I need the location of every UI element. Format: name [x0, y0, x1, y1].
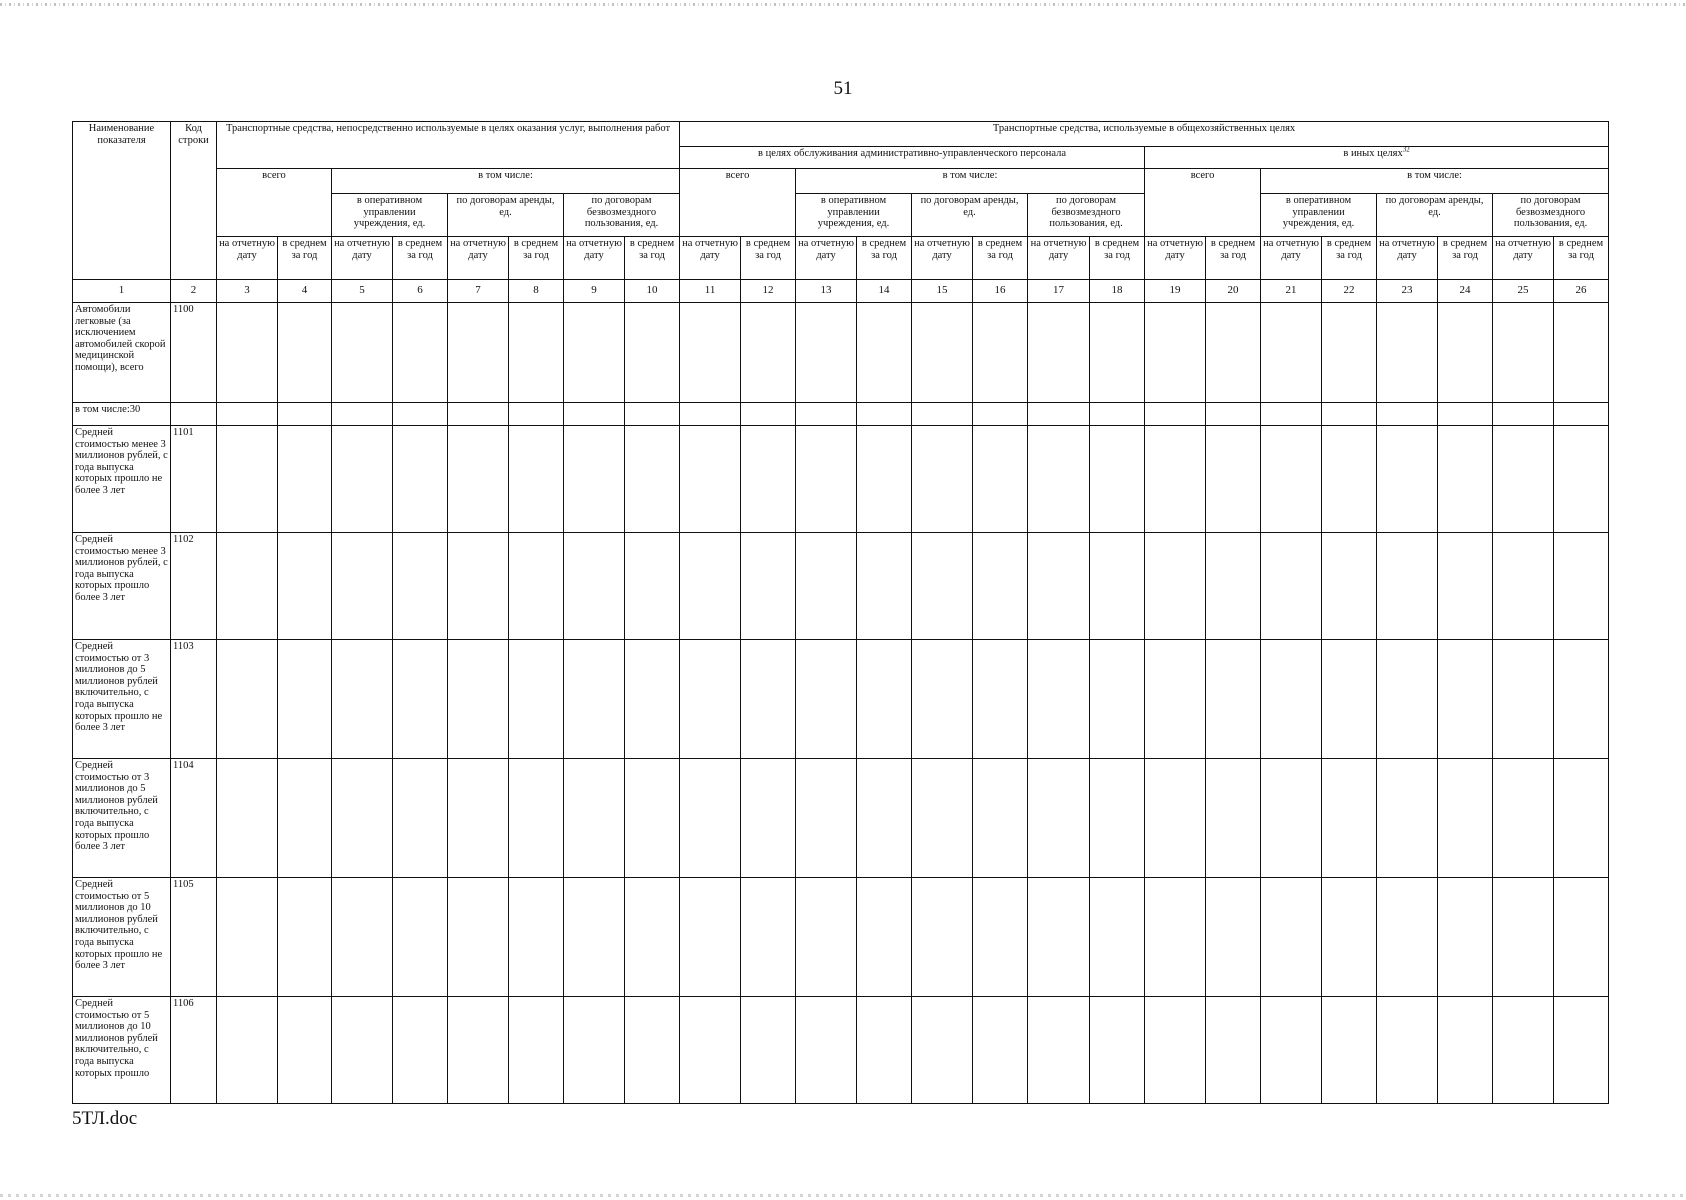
- table-row: [73, 759, 1609, 878]
- data-cell[interactable]: [912, 303, 973, 403]
- data-cell[interactable]: [1377, 997, 1438, 1104]
- data-cell[interactable]: [680, 640, 741, 759]
- row-code: 1103: [171, 640, 217, 759]
- data-cell[interactable]: [912, 997, 973, 1104]
- data-cell[interactable]: [217, 403, 278, 426]
- header-avg-year: в среднем за год: [973, 237, 1028, 280]
- data-cell[interactable]: [332, 426, 393, 533]
- data-cell[interactable]: [741, 878, 796, 997]
- data-cell[interactable]: [1322, 303, 1377, 403]
- data-cell[interactable]: [509, 533, 564, 640]
- header-avg-year: в среднем за год: [1438, 237, 1493, 280]
- header-avg-year: в среднем за год: [1322, 237, 1377, 280]
- data-cell[interactable]: [564, 403, 625, 426]
- data-cell[interactable]: [509, 403, 564, 426]
- header-on-date: на отчетную дату: [1145, 237, 1206, 280]
- data-cell[interactable]: [393, 640, 448, 759]
- data-cell[interactable]: [973, 997, 1028, 1104]
- header-avg-year: в среднем за год: [509, 237, 564, 280]
- data-cell[interactable]: [1145, 640, 1206, 759]
- data-cell[interactable]: [625, 759, 680, 878]
- data-cell[interactable]: [1261, 303, 1322, 403]
- data-cell[interactable]: [278, 878, 332, 997]
- row-name: Средней стоимостью от 5 миллионов до 10 миллионов рублей включительно, с года выпуска которых прошло: [73, 997, 171, 1104]
- data-cell[interactable]: [1090, 426, 1145, 533]
- column-number: 14: [857, 280, 912, 303]
- data-cell[interactable]: [564, 640, 625, 759]
- column-number: 3: [217, 280, 278, 303]
- header-including-direct: в том числе:: [332, 169, 680, 194]
- data-cell[interactable]: [1493, 533, 1554, 640]
- data-cell[interactable]: [680, 759, 741, 878]
- data-cell[interactable]: [332, 997, 393, 1104]
- header-avg-year: в среднем за год: [1090, 237, 1145, 280]
- data-cell[interactable]: [625, 640, 680, 759]
- data-cell[interactable]: [1206, 878, 1261, 997]
- column-number: 15: [912, 280, 973, 303]
- row-code: 1101: [171, 426, 217, 533]
- data-cell[interactable]: [680, 533, 741, 640]
- data-cell[interactable]: [973, 640, 1028, 759]
- data-cell[interactable]: [509, 759, 564, 878]
- column-number: 5: [332, 280, 393, 303]
- data-cell[interactable]: [1322, 426, 1377, 533]
- data-cell[interactable]: [278, 303, 332, 403]
- data-cell[interactable]: [796, 878, 857, 997]
- data-cell[interactable]: [741, 403, 796, 426]
- column-number: 9: [564, 280, 625, 303]
- data-cell[interactable]: [509, 878, 564, 997]
- data-cell[interactable]: [393, 303, 448, 403]
- data-cell[interactable]: [973, 426, 1028, 533]
- data-cell[interactable]: [1493, 759, 1554, 878]
- data-cell[interactable]: [1322, 878, 1377, 997]
- data-cell[interactable]: [1261, 997, 1322, 1104]
- header-on-date: на отчетную дату: [1377, 237, 1438, 280]
- header-total-direct: всего: [217, 169, 332, 237]
- data-cell[interactable]: [912, 533, 973, 640]
- page-number: 51: [833, 78, 853, 99]
- column-number: 18: [1090, 280, 1145, 303]
- data-cell[interactable]: [1438, 640, 1493, 759]
- data-cell[interactable]: [1377, 640, 1438, 759]
- data-cell[interactable]: [448, 303, 509, 403]
- row-name: в том числе:30: [73, 403, 171, 426]
- data-cell[interactable]: [1090, 533, 1145, 640]
- data-cell[interactable]: [1028, 426, 1090, 533]
- data-cell[interactable]: [741, 759, 796, 878]
- data-cell[interactable]: [332, 533, 393, 640]
- column-number: 8: [509, 280, 564, 303]
- data-cell[interactable]: [1090, 878, 1145, 997]
- table-row: [73, 403, 1609, 426]
- transport-form-table: [72, 121, 1609, 1104]
- data-cell[interactable]: [857, 997, 912, 1104]
- data-cell[interactable]: [1322, 403, 1377, 426]
- data-cell[interactable]: [625, 303, 680, 403]
- header-free-use: по договорам безвозмездного пользования, ед.: [1493, 194, 1609, 237]
- data-cell[interactable]: [564, 533, 625, 640]
- data-cell[interactable]: [1090, 403, 1145, 426]
- column-number-row: [73, 280, 1609, 303]
- column-number: 11: [680, 280, 741, 303]
- data-cell[interactable]: [1377, 878, 1438, 997]
- column-number: 24: [1438, 280, 1493, 303]
- header-avg-year: в среднем за год: [393, 237, 448, 280]
- data-cell[interactable]: [973, 533, 1028, 640]
- column-number: 4: [278, 280, 332, 303]
- data-cell[interactable]: [857, 759, 912, 878]
- data-cell[interactable]: [1261, 426, 1322, 533]
- data-cell[interactable]: [1206, 403, 1261, 426]
- data-cell[interactable]: [1322, 533, 1377, 640]
- data-cell[interactable]: [680, 997, 741, 1104]
- table-row: [73, 303, 1609, 403]
- data-cell[interactable]: [1090, 997, 1145, 1104]
- column-number: 26: [1554, 280, 1609, 303]
- header-row-1: [73, 122, 1609, 147]
- data-cell[interactable]: [1322, 759, 1377, 878]
- data-cell[interactable]: [564, 426, 625, 533]
- data-cell[interactable]: [1554, 533, 1609, 640]
- data-cell[interactable]: [857, 303, 912, 403]
- header-free-use: по договорам безвозмездного пользования, ед.: [1028, 194, 1145, 237]
- data-cell[interactable]: [1493, 403, 1554, 426]
- header-avg-year: в среднем за год: [1206, 237, 1261, 280]
- data-cell[interactable]: [741, 640, 796, 759]
- data-cell[interactable]: [625, 997, 680, 1104]
- column-number: 23: [1377, 280, 1438, 303]
- header-on-date: на отчетную дату: [680, 237, 741, 280]
- data-cell[interactable]: [393, 759, 448, 878]
- data-cell[interactable]: [1322, 640, 1377, 759]
- column-number: 7: [448, 280, 509, 303]
- data-cell[interactable]: [1438, 533, 1493, 640]
- row-code: 1104: [171, 759, 217, 878]
- data-cell[interactable]: [217, 426, 278, 533]
- data-cell[interactable]: [625, 878, 680, 997]
- data-cell[interactable]: [857, 640, 912, 759]
- data-cell[interactable]: [1554, 403, 1609, 426]
- scan-noise-top: [0, 3, 1686, 6]
- header-on-date: на отчетную дату: [1028, 237, 1090, 280]
- data-cell[interactable]: [217, 303, 278, 403]
- data-cell[interactable]: [564, 878, 625, 997]
- data-cell[interactable]: [1028, 533, 1090, 640]
- data-cell[interactable]: [680, 426, 741, 533]
- header-avg-year: в среднем за год: [625, 237, 680, 280]
- header-avg-year: в среднем за год: [1554, 237, 1609, 280]
- data-cell[interactable]: [1261, 403, 1322, 426]
- data-cell[interactable]: [1090, 303, 1145, 403]
- data-cell[interactable]: [393, 426, 448, 533]
- data-cell[interactable]: [1090, 759, 1145, 878]
- data-cell[interactable]: [973, 303, 1028, 403]
- header-admin-purpose: в целях обслуживания административно-управленческого персонала: [680, 147, 1145, 169]
- data-cell[interactable]: [393, 533, 448, 640]
- column-number: 6: [393, 280, 448, 303]
- header-avg-year: в среднем за год: [741, 237, 796, 280]
- header-row-3: [73, 169, 1609, 194]
- data-cell[interactable]: [1438, 997, 1493, 1104]
- header-on-date: на отчетную дату: [332, 237, 393, 280]
- data-cell[interactable]: [393, 403, 448, 426]
- data-cell[interactable]: [1145, 759, 1206, 878]
- data-cell[interactable]: [217, 878, 278, 997]
- table-row: [73, 878, 1609, 997]
- header-operational: в оперативном управлении учреждения, ед.: [1261, 194, 1377, 237]
- header-total-other: всего: [1145, 169, 1261, 237]
- data-cell[interactable]: [1028, 759, 1090, 878]
- data-cell[interactable]: [509, 640, 564, 759]
- header-total-admin: всего: [680, 169, 796, 237]
- data-cell[interactable]: [741, 303, 796, 403]
- data-cell[interactable]: [332, 878, 393, 997]
- header-on-date: на отчетную дату: [448, 237, 509, 280]
- column-number: 20: [1206, 280, 1261, 303]
- data-cell[interactable]: [1438, 426, 1493, 533]
- column-number: 2: [171, 280, 217, 303]
- data-cell[interactable]: [625, 426, 680, 533]
- data-cell[interactable]: [448, 878, 509, 997]
- data-cell[interactable]: [1377, 303, 1438, 403]
- data-cell[interactable]: [448, 403, 509, 426]
- table-row: [73, 640, 1609, 759]
- header-general-use: Транспортные средства, используемые в общехозяйственных целях: [680, 122, 1609, 147]
- data-cell[interactable]: [1206, 997, 1261, 1104]
- data-cell[interactable]: [1438, 403, 1493, 426]
- header-avg-year: в среднем за год: [278, 237, 332, 280]
- row-name: Средней стоимостью менее 3 миллионов рублей, с года выпуска которых прошло не более 3 лет: [73, 426, 171, 533]
- row-code: 1106: [171, 997, 217, 1104]
- header-lease: по договорам аренды, ед.: [912, 194, 1028, 237]
- header-direct-use: Транспортные средства, непосредственно используемые в целях оказания услуг, выполнения работ: [217, 122, 680, 169]
- scan-noise-bottom: [0, 1194, 1686, 1197]
- data-cell[interactable]: [796, 759, 857, 878]
- data-cell[interactable]: [741, 997, 796, 1104]
- data-cell[interactable]: [278, 997, 332, 1104]
- data-cell[interactable]: [680, 403, 741, 426]
- data-cell[interactable]: [1206, 759, 1261, 878]
- data-cell[interactable]: [1145, 303, 1206, 403]
- header-on-date: на отчетную дату: [1261, 237, 1322, 280]
- data-cell[interactable]: [1377, 759, 1438, 878]
- data-cell[interactable]: [278, 640, 332, 759]
- footer-filename: 5ТЛ.doc: [72, 1108, 138, 1129]
- data-cell[interactable]: [448, 997, 509, 1104]
- header-including-admin: в том числе:: [796, 169, 1145, 194]
- column-number: 12: [741, 280, 796, 303]
- data-cell[interactable]: [973, 759, 1028, 878]
- data-cell[interactable]: [857, 878, 912, 997]
- data-cell[interactable]: [564, 303, 625, 403]
- data-cell[interactable]: [448, 640, 509, 759]
- data-cell[interactable]: [217, 533, 278, 640]
- data-cell[interactable]: [564, 759, 625, 878]
- row-code: [171, 403, 217, 426]
- header-free-use: по договорам безвозмездного пользования, ед.: [564, 194, 680, 237]
- data-cell[interactable]: [912, 759, 973, 878]
- data-cell[interactable]: [1145, 533, 1206, 640]
- column-number: 21: [1261, 280, 1322, 303]
- column-number: 19: [1145, 280, 1206, 303]
- column-number: 25: [1493, 280, 1554, 303]
- data-cell[interactable]: [1261, 640, 1322, 759]
- header-code: Код строки: [171, 122, 217, 280]
- data-cell[interactable]: [796, 303, 857, 403]
- data-cell[interactable]: [625, 403, 680, 426]
- data-cell[interactable]: [448, 426, 509, 533]
- data-cell[interactable]: [278, 759, 332, 878]
- data-cell[interactable]: [509, 426, 564, 533]
- header-operational: в оперативном управлении учреждения, ед.: [332, 194, 448, 237]
- data-cell[interactable]: [1322, 997, 1377, 1104]
- header-row-5: [73, 237, 1609, 280]
- header-on-date: на отчетную дату: [796, 237, 857, 280]
- column-number: 22: [1322, 280, 1377, 303]
- data-cell[interactable]: [912, 640, 973, 759]
- data-cell[interactable]: [857, 426, 912, 533]
- data-cell[interactable]: [912, 426, 973, 533]
- header-on-date: на отчетную дату: [564, 237, 625, 280]
- data-cell[interactable]: [278, 533, 332, 640]
- data-cell[interactable]: [1145, 403, 1206, 426]
- header-other-purpose: [1145, 147, 1609, 169]
- header-lease: по договорам аренды, ед.: [1377, 194, 1493, 237]
- data-cell[interactable]: [1438, 303, 1493, 403]
- data-cell[interactable]: [332, 303, 393, 403]
- data-cell[interactable]: [741, 426, 796, 533]
- data-cell[interactable]: [1554, 303, 1609, 403]
- data-cell[interactable]: [796, 426, 857, 533]
- data-cell[interactable]: [217, 759, 278, 878]
- column-number: 1: [73, 280, 171, 303]
- row-code: 1105: [171, 878, 217, 997]
- row-name: Средней стоимостью менее 3 миллионов рублей, с года выпуска которых прошло более 3 лет: [73, 533, 171, 640]
- data-cell[interactable]: [796, 640, 857, 759]
- data-cell[interactable]: [217, 997, 278, 1104]
- column-number: 16: [973, 280, 1028, 303]
- header-including-other: в том числе:: [1261, 169, 1609, 194]
- data-cell[interactable]: [1554, 640, 1609, 759]
- row-code: 1102: [171, 533, 217, 640]
- header-lease: по договорам аренды, ед.: [448, 194, 564, 237]
- data-cell[interactable]: [1028, 640, 1090, 759]
- data-cell[interactable]: [1554, 997, 1609, 1104]
- data-cell[interactable]: [217, 640, 278, 759]
- footnote-mark: 32: [1402, 146, 1410, 154]
- data-cell[interactable]: [1493, 303, 1554, 403]
- data-cell[interactable]: [1554, 426, 1609, 533]
- data-cell[interactable]: [1377, 533, 1438, 640]
- data-cell[interactable]: [796, 533, 857, 640]
- header-avg-year: в среднем за год: [857, 237, 912, 280]
- data-cell[interactable]: [1090, 640, 1145, 759]
- data-cell[interactable]: [278, 403, 332, 426]
- table-row: [73, 426, 1609, 533]
- data-cell[interactable]: [973, 403, 1028, 426]
- data-cell[interactable]: [1377, 426, 1438, 533]
- data-cell[interactable]: [1493, 426, 1554, 533]
- header-other-text: в иных целях: [1343, 148, 1403, 159]
- data-cell[interactable]: [1261, 533, 1322, 640]
- data-cell[interactable]: [857, 403, 912, 426]
- data-cell[interactable]: [564, 997, 625, 1104]
- header-on-date: на отчетную дату: [1493, 237, 1554, 280]
- data-cell[interactable]: [796, 403, 857, 426]
- data-cell[interactable]: [1145, 426, 1206, 533]
- data-cell[interactable]: [680, 878, 741, 997]
- data-cell[interactable]: [1028, 403, 1090, 426]
- data-cell[interactable]: [509, 303, 564, 403]
- data-cell[interactable]: [1554, 759, 1609, 878]
- row-name: Автомобили легковые (за исключением автомобилей скорой медицинской помощи), всего: [73, 303, 171, 403]
- data-cell[interactable]: [278, 426, 332, 533]
- data-cell[interactable]: [1206, 533, 1261, 640]
- row-code: 1100: [171, 303, 217, 403]
- data-cell[interactable]: [332, 640, 393, 759]
- header-name: Наименование показателя: [73, 122, 171, 280]
- data-cell[interactable]: [509, 997, 564, 1104]
- data-cell[interactable]: [1261, 878, 1322, 997]
- row-name: Средней стоимостью от 3 миллионов до 5 миллионов рублей включительно, с года выпуска которых прошло не более 3 лет: [73, 640, 171, 759]
- data-cell[interactable]: [1206, 640, 1261, 759]
- data-cell[interactable]: [1493, 878, 1554, 997]
- data-cell[interactable]: [393, 997, 448, 1104]
- data-cell[interactable]: [1028, 303, 1090, 403]
- data-cell[interactable]: [1028, 878, 1090, 997]
- data-cell[interactable]: [625, 533, 680, 640]
- table-row: [73, 997, 1609, 1104]
- header-on-date: на отчетную дату: [912, 237, 973, 280]
- column-number: 10: [625, 280, 680, 303]
- data-cell[interactable]: [393, 878, 448, 997]
- data-cell[interactable]: [1493, 640, 1554, 759]
- data-cell[interactable]: [448, 759, 509, 878]
- data-cell[interactable]: [332, 759, 393, 878]
- row-name: Средней стоимостью от 5 миллионов до 10 миллионов рублей включительно, с года выпуска которых прошло не более 3 лет: [73, 878, 171, 997]
- data-cell[interactable]: [1377, 403, 1438, 426]
- data-cell[interactable]: [796, 997, 857, 1104]
- data-cell[interactable]: [1438, 759, 1493, 878]
- data-cell[interactable]: [1028, 997, 1090, 1104]
- data-cell[interactable]: [680, 303, 741, 403]
- header-operational: в оперативном управлении учреждения, ед.: [796, 194, 912, 237]
- data-cell[interactable]: [1145, 997, 1206, 1104]
- row-name: Средней стоимостью от 3 миллионов до 5 миллионов рублей включительно, с года выпуска которых прошло более 3 лет: [73, 759, 171, 878]
- header-on-date: на отчетную дату: [217, 237, 278, 280]
- data-cell[interactable]: [1261, 759, 1322, 878]
- data-cell[interactable]: [912, 403, 973, 426]
- data-cell[interactable]: [973, 878, 1028, 997]
- data-cell[interactable]: [1145, 878, 1206, 997]
- data-cell[interactable]: [912, 878, 973, 997]
- table-row: [73, 533, 1609, 640]
- data-cell[interactable]: [857, 533, 912, 640]
- data-cell[interactable]: [1438, 878, 1493, 997]
- column-number: 13: [796, 280, 857, 303]
- data-cell[interactable]: [448, 533, 509, 640]
- column-number: 17: [1028, 280, 1090, 303]
- data-cell[interactable]: [1554, 878, 1609, 997]
- data-cell[interactable]: [1206, 426, 1261, 533]
- data-cell[interactable]: [741, 533, 796, 640]
- data-cell[interactable]: [1493, 997, 1554, 1104]
- data-cell[interactable]: [1206, 303, 1261, 403]
- data-cell[interactable]: [332, 403, 393, 426]
